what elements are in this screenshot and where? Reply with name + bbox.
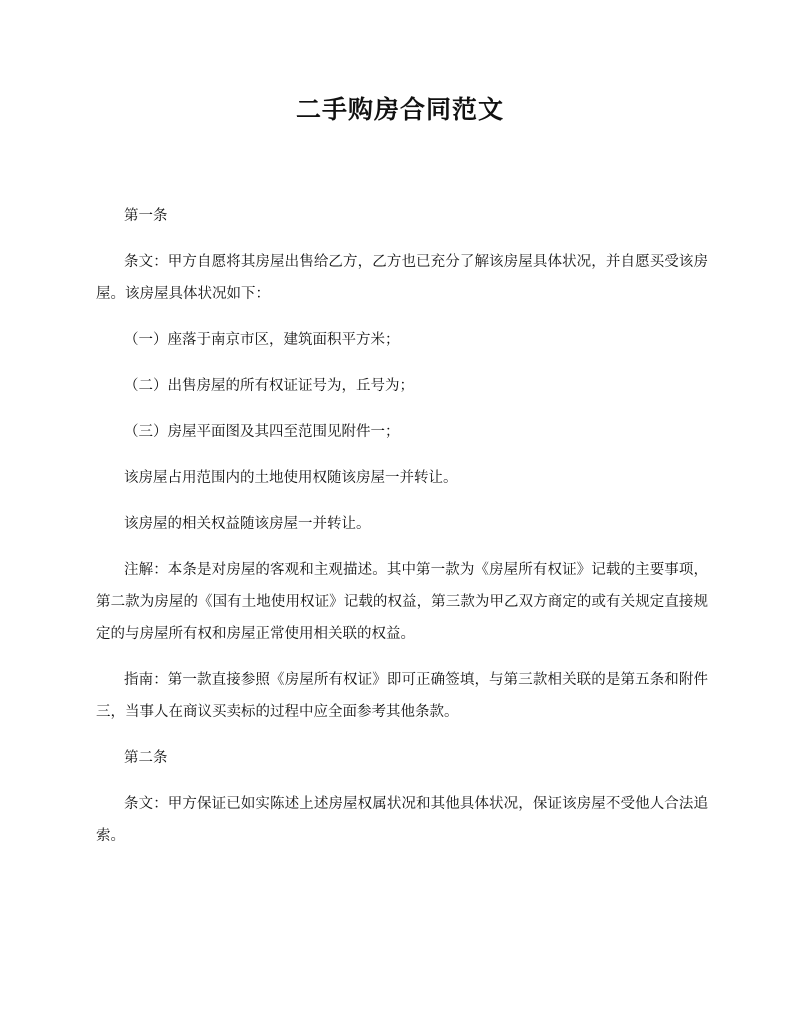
document-title: 二手购房合同范文 (295, 95, 504, 124)
article-1-guide: 指南：第一款直接参照《房屋所有权证》即可正确签填，与第三款相关联的是第五条和附件三，当事人在商议买卖标的过程中应全面参考其他条款。 (96, 672, 708, 720)
article-1-related-rights: 该房屋的相关权益随该房屋一并转让。 (124, 516, 371, 532)
article-2-heading: 第二条 (124, 750, 168, 766)
article-1-item-1: （一）座落于南京市区，建筑面积平方米； (124, 332, 400, 348)
article-1-land-rights: 该房屋占用范围内的土地使用权随该房屋一并转让。 (124, 470, 458, 486)
article-1-item-2: （二）出售房屋的所有权证证号为，丘号为； (124, 378, 414, 394)
article-1-item-3: （三）房屋平面图及其四至范围见附件一； (124, 424, 400, 440)
article-1-note: 注解：本条是对房屋的客观和主观描述。其中第一款为《房屋所有权证》记载的主要事项，第二款为房屋的《国有土地使用权证》记载的权益，第三款为甲乙双方商定的或有关规定直接规定的与房屋所有权和房屋正常使用相关联的权益。 (96, 562, 708, 642)
article-1-heading: 第一条 (124, 208, 168, 224)
document-body (96, 200, 708, 866)
article-1-clause: 条文：甲方自愿将其房屋出售给乙方，乙方也已充分了解该房屋具体状况，并自愿买受该房屋。该房屋具体状况如下： (96, 254, 708, 302)
article-2-clause: 条文：甲方保证已如实陈述上述房屋权属状况和其他具体状况，保证该房屋不受他人合法追索。 (96, 796, 708, 844)
